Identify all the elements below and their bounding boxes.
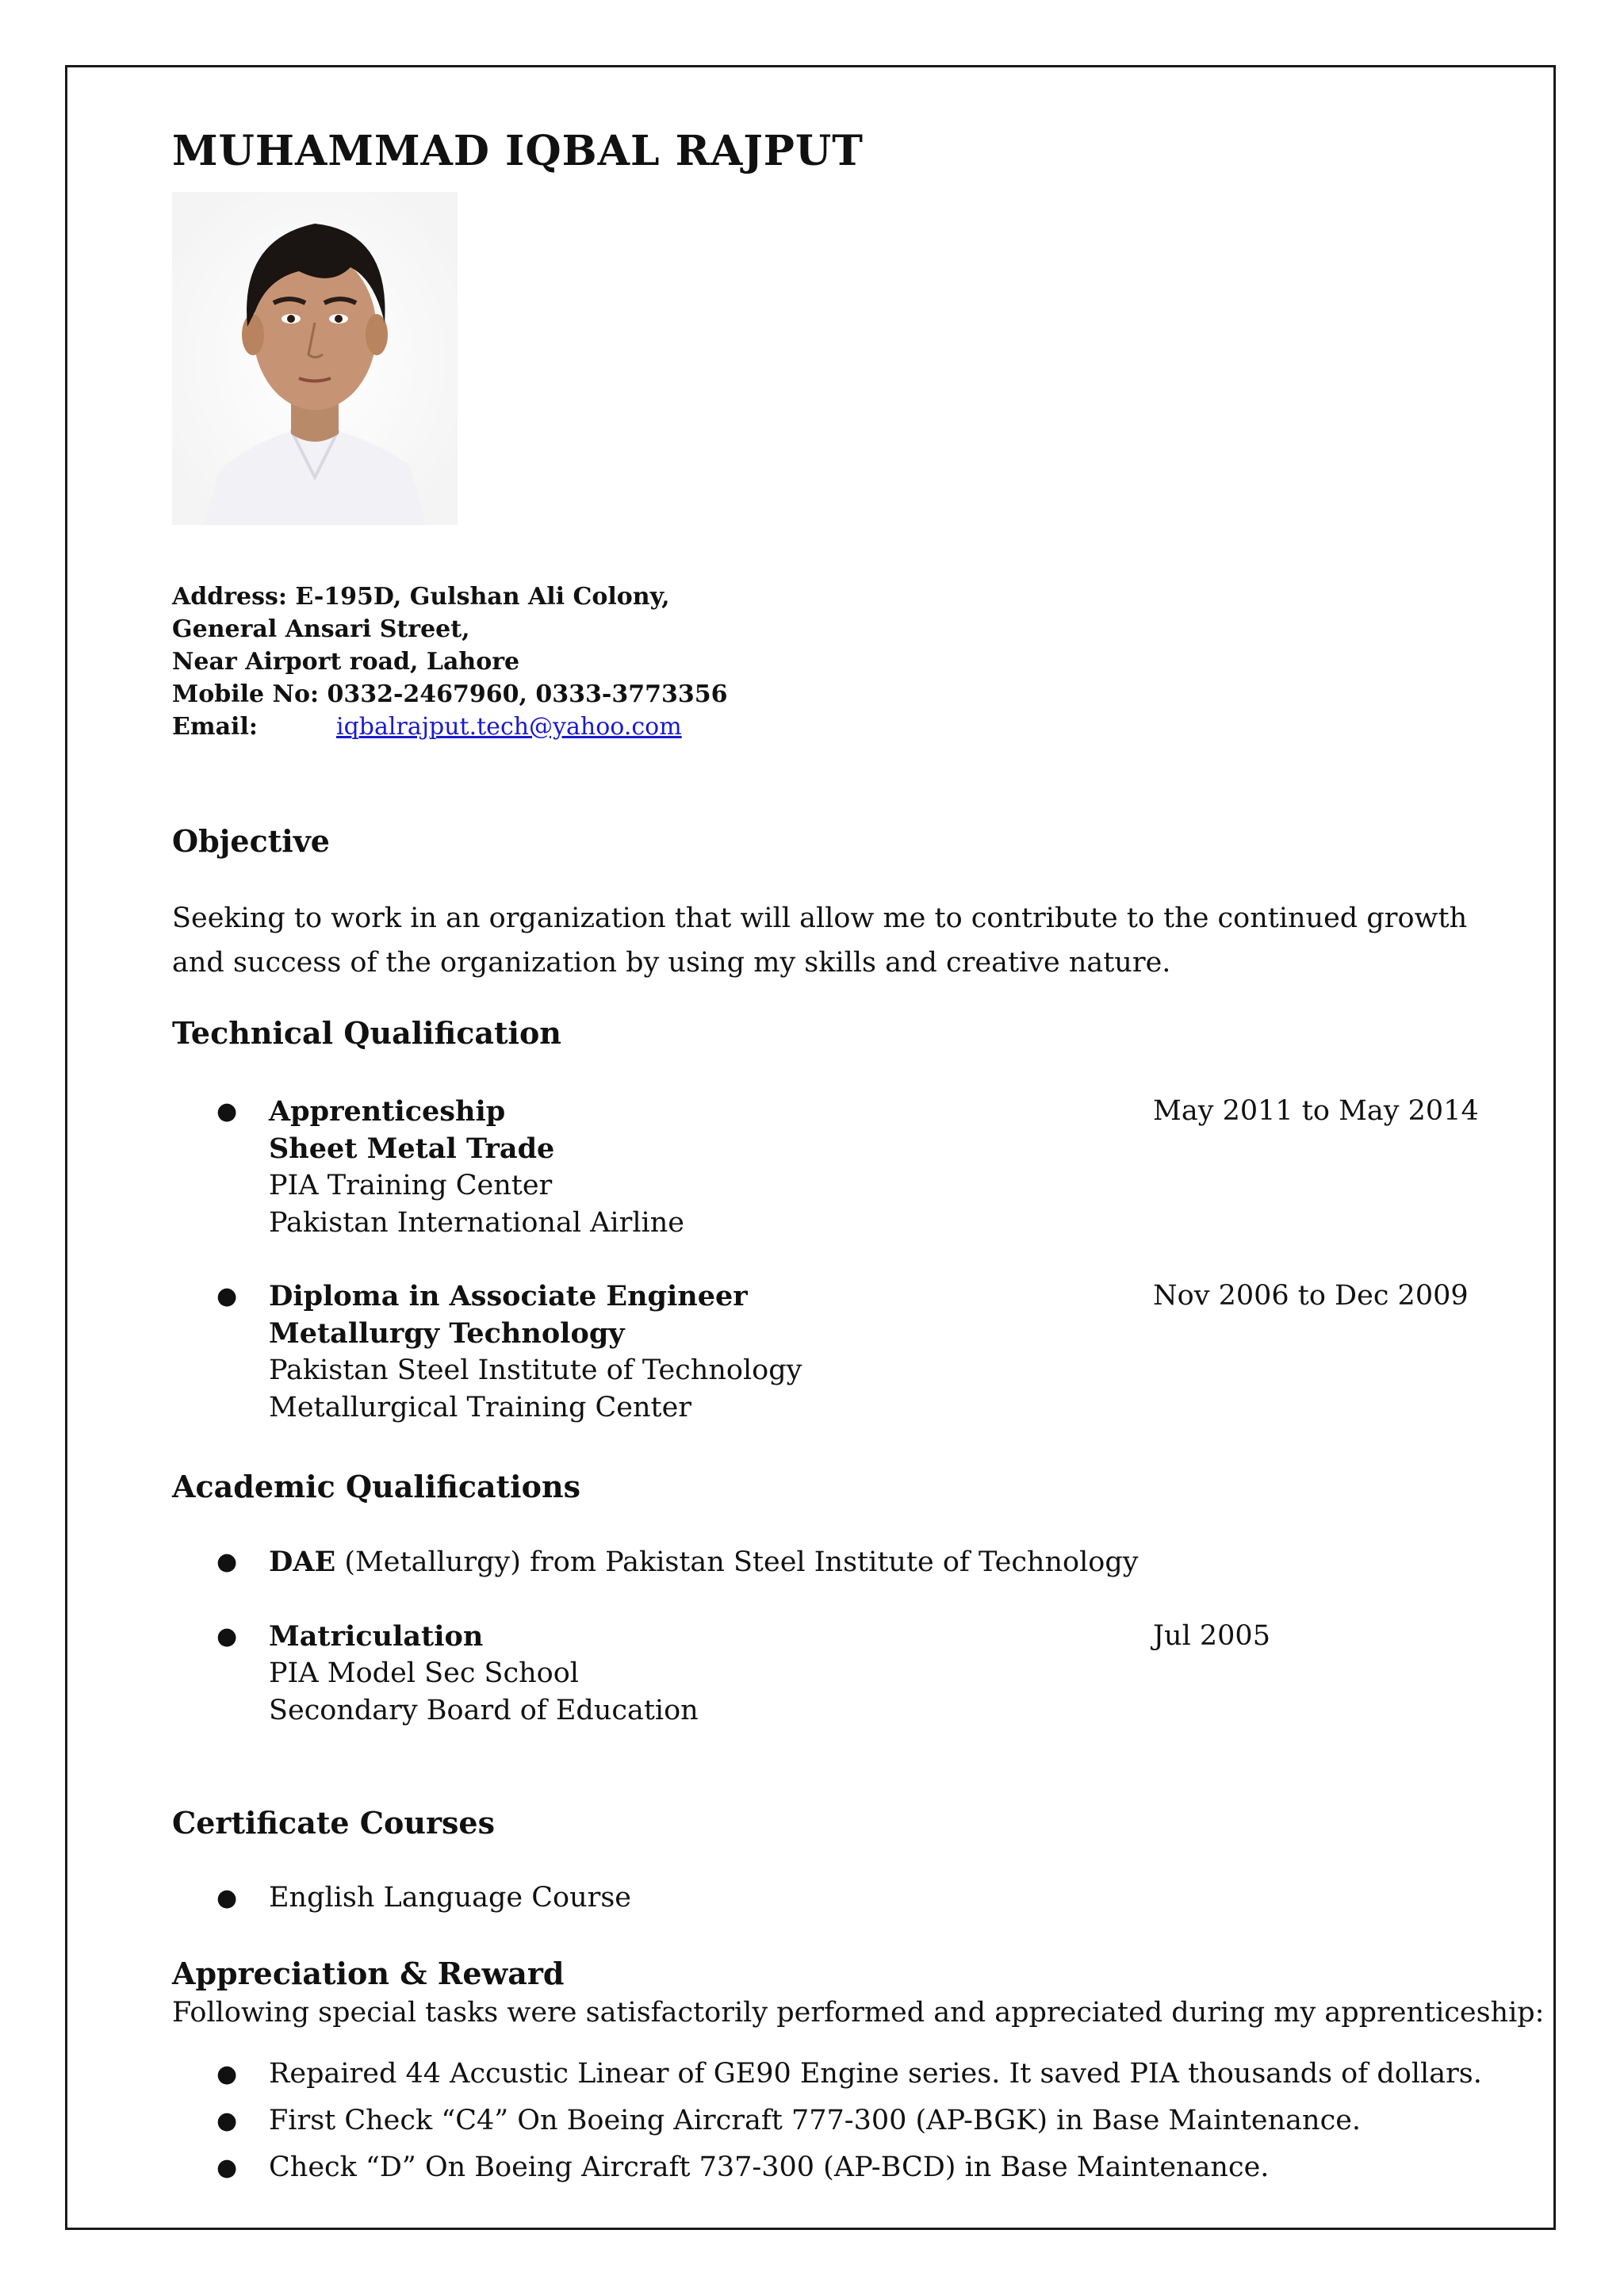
profile-photo (172, 192, 458, 525)
bullet-icon: ● (216, 2107, 238, 2135)
resume-content (172, 127, 1545, 2183)
candidate-name: MUHAMMAD IQBAL RAJPUT (172, 127, 864, 175)
item-title: DAE (269, 1546, 336, 1578)
item-date: May 2011 to May 2014 (1153, 1095, 1479, 1127)
email-label: Email: (172, 713, 258, 741)
bullet-icon: ● (216, 1884, 238, 1912)
item-text: Check “D” On Boeing Aircraft 737-300 (AP-BCD) in Base Maintenance. (269, 2151, 1270, 2183)
objective-text: Seeking to work in an organization that will allow me to contribute to the continued growth and success of the organization by using my skills and creative nature. (172, 902, 1468, 979)
item-subtitle: Metallurgy Technology (269, 1317, 625, 1350)
item-text: (Metallurgy) from Pakistan Steel Institute of Technology (335, 1546, 1139, 1578)
item-date: Jul 2005 (1153, 1620, 1270, 1652)
item-date: Nov 2006 to Dec 2009 (1153, 1280, 1469, 1312)
bullet-icon: ● (216, 2154, 238, 2182)
technical-heading: Technical Qualification (172, 1015, 561, 1051)
item-text: English Language Course (269, 1882, 632, 1914)
appreciation-heading: Appreciation & Reward (172, 1956, 565, 1991)
item-title: Matriculation (269, 1620, 484, 1653)
address-line-2: General Ansari Street, (172, 615, 470, 643)
item-line: Pakistan Steel Institute of Technology (269, 1354, 802, 1386)
certificates-heading: Certificate Courses (172, 1805, 495, 1841)
contact-block (172, 580, 728, 743)
objective-heading: Objective (172, 823, 330, 859)
item-text: Repaired 44 Accustic Linear of GE90 Engine series. It saved PIA thousands of dollars. (269, 2058, 1482, 2090)
bullet-icon: ● (216, 1098, 238, 1125)
item-line: Metallurgical Training Center (269, 1392, 692, 1423)
appreciation-intro: Following special tasks were satisfactorily performed and appreciated during my apprenticeship: (172, 1997, 1545, 2029)
bullet-icon: ● (216, 1623, 238, 1650)
email-link[interactable]: iqbalrajput.tech@yahoo.com (336, 713, 682, 741)
item-line: Secondary Board of Education (269, 1695, 699, 1726)
item-line: PIA Training Center (269, 1170, 553, 1201)
academic-heading: Academic Qualifications (172, 1469, 580, 1504)
item-title: Diploma in Associate Engineer (269, 1280, 748, 1312)
address-line-1: Address: E-195D, Gulshan Ali Colony, (172, 583, 670, 611)
email-row (172, 711, 728, 743)
item-text: First Check “C4” On Boeing Aircraft 777-300 (AP-BGK) in Base Maintenance. (269, 2105, 1362, 2136)
item-line: Pakistan International Airline (269, 1207, 684, 1239)
address-line-3: Near Airport road, Lahore (172, 648, 520, 676)
bullet-icon: ● (216, 1548, 238, 1576)
item-subtitle: Sheet Metal Trade (269, 1132, 555, 1165)
bullet-icon: ● (216, 1282, 238, 1310)
item-line: PIA Model Sec School (269, 1657, 579, 1689)
mobile-number: Mobile No: 0332-2467960, 0333-3773356 (172, 680, 728, 708)
bullet-icon: ● (216, 2060, 238, 2088)
item-title: Apprenticeship (269, 1095, 506, 1128)
